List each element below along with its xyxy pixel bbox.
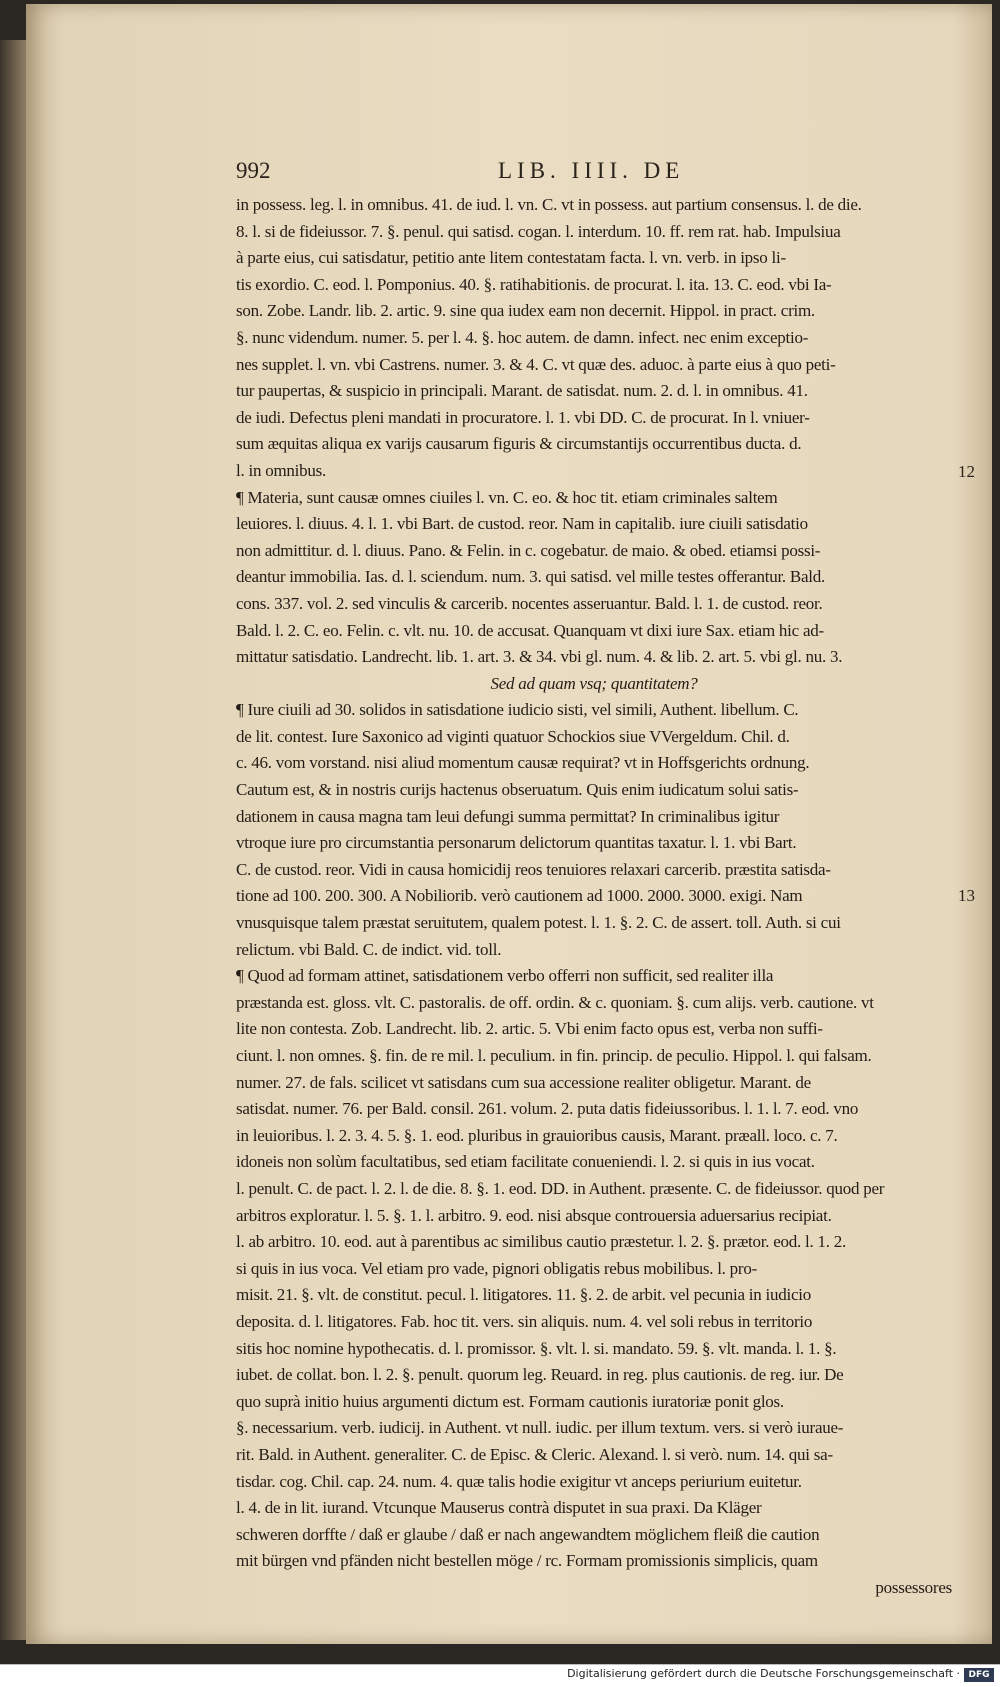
text-line: deantur immobilia. Ias. d. l. sciendum. num. 3. qui satisd. vel mille testes offerantur. Bald. [236, 567, 826, 587]
text-line: satisdat. numer. 76. per Bald. consil. 261. volum. 2. puta datis fideiussoribus. l. 1. l. 7. eod. vno [236, 1099, 859, 1119]
page-number: 992 [236, 158, 271, 183]
text-line: rit. Bald. in Authent. generaliter. C. de Episc. & Cleric. Alexand. l. si verò. num. 14. qui sa- [236, 1444, 833, 1464]
text-line: l. in omnibus. [236, 460, 327, 480]
text-line: son. Zobe. Landr. lib. 2. artic. 9. sine qua iudex eam non decernit. Hippol. in pract. crim. [236, 301, 815, 321]
text-line: l. penult. C. de pact. l. 2. l. de die. 8. §. 1. eod. DD. in Authent. præsente. C. de fideiussor. quod per [236, 1178, 885, 1198]
footer-credit: Digitalisierung gefördert durch die Deutsche Forschungsgemeinschaft · [567, 1667, 960, 1680]
text-line: mittatur satisdatio. Landrecht. lib. 1. art. 3. & 34. vbi gl. num. 4. & lib. 2. art. 5. vbi gl. nu. 3. [236, 647, 843, 667]
text-line: ¶ Iure ciuili ad 30. solidos in satisdatione iudicio sisti, vel simili, Authent. libellum. C. [236, 700, 799, 720]
text-line: C. de custod. reor. Vidi in causa homicidij reos tenuiores relaxari carcerib. præstita satisda- [236, 859, 831, 879]
text-line: vtroque iure pro circumstantia personarum delictorum quantitas taxatur. l. 1. vbi Bart. [236, 833, 797, 853]
margin-number-13: 13 [958, 886, 975, 905]
text-line: ¶ Materia, sunt causæ omnes ciuiles l. vn. C. eo. & hoc tit. etiam criminales saltem [236, 487, 778, 507]
dfg-logo-icon: DFG [964, 1668, 994, 1682]
page-header [236, 158, 936, 192]
text-line: sum æquitas aliqua ex varijs causarum figuris & circumstantijs occurrentibus ducta. d. [236, 434, 802, 454]
text-line: c. 46. vom vorstand. nisi aliud momentum causæ requirat? vt in Hoffsgerichts ordnung. [236, 753, 810, 773]
text-line: tur paupertas, & suspicio in principali. Marant. de satisdat. num. 2. d. l. in omnibus. 41. [236, 381, 808, 401]
text-line: l. 4. de in lit. iurand. Vtcunque Mauserus contrà disputet in sua praxi. Da Kläger [236, 1498, 762, 1518]
text-line: relictum. vbi Bald. C. de indict. vid. toll. [236, 939, 502, 959]
text-line: 8. l. si de fideiussor. 7. §. penul. qui satisd. cogan. l. interdum. 10. ff. rem rat. hab. Impulsiua [236, 221, 841, 241]
text-line: ¶ Quod ad formam attinet, satisdationem verbo offerri non sufficit, sed realiter illa [236, 966, 774, 986]
text-line: in possess. leg. l. in omnibus. 41. de iud. l. vn. C. vt in possess. aut partium consensus. l. de die. [236, 195, 862, 214]
text-line: Sed ad quam vsq; quantitatem? [490, 673, 698, 693]
text-line: tisdar. cog. Chil. cap. 24. num. 4. quæ talis hodie exigitur vt anceps periurium euitetur. [236, 1471, 802, 1491]
text-line: vnusquisque talem præstat seruitutem, qualem potest. l. 1. §. 2. C. de assert. toll. Auth. si cui [236, 913, 841, 933]
text-line: Bald. l. 2. C. eo. Felin. c. vlt. nu. 10. de accusat. Quanquam vt dixi iure Sax. etiam hic ad- [236, 620, 824, 640]
running-title: LIB. IIII. DE [498, 158, 685, 183]
text-line: quo suprà initio huius argumenti dictum est. Formam cautionis iuratoriæ ponit glos. [236, 1391, 784, 1411]
text-line: de iudi. Defectus pleni mandati in procuratore. l. 1. vbi DD. C. de procurat. In l. vniuer- [236, 407, 810, 427]
text-line: dationem in causa magna tam leui defungi summa permittat? In criminalibus igitur [236, 806, 780, 826]
text-line: si quis in ius voca. Vel etiam pro vade, pignori obligatis rebus mobilibus. l. pro- [236, 1258, 757, 1278]
text-line: §. nunc videndum. numer. 5. per l. 4. §. hoc autem. de damn. infect. nec enim exceptio- [236, 327, 809, 347]
text-line: numer. 27. de fals. scilicet vt satisdans cum sua accessione realiter obligetur. Marant. de [236, 1072, 811, 1092]
text-line: tis exordio. C. eod. l. Pomponius. 40. §. ratihabitionis. de procurat. l. ita. 13. C. eod. vbi Ia- [236, 274, 832, 294]
text-line: idoneis non solùm facultatibus, sed etiam facilitate conueniendi. l. 2. si quis in ius vocat. [236, 1152, 815, 1172]
text-line: Cautum est, & in nostris curijs hactenus obseruatum. Quis enim iudicatum solui satis- [236, 780, 799, 800]
text-line: tione ad 100. 200. 300. A Nobiliorib. verò cautionem ad 1000. 2000. 3000. exigi. Nam [236, 886, 803, 906]
text-line: cons. 337. vol. 2. sed vinculis & carcerib. nocentes asseruantur. Bald. l. 1. de custod. reor. [236, 593, 823, 613]
text-line: misit. 21. §. vlt. de constitut. pecul. l. litigatores. 11. §. 2. de arbit. vel pecunia in iudicio [236, 1285, 811, 1305]
text-line: arbitros exploratur. l. 5. §. 1. l. arbitro. 9. eod. nisi absque controuersia aduersarius recipiat. [236, 1205, 832, 1225]
text-line: præstanda est. gloss. vlt. C. pastoralis. de off. ordin. & c. quoniam. §. cum alijs. verb. cautione. vt [236, 992, 874, 1012]
text-line: l. ab arbitro. 10. eod. aut à parentibus ac similibus cautio præstetur. l. 2. §. prætor. eod. l. 1. 2. [236, 1232, 846, 1252]
footer-bar [0, 1664, 1000, 1687]
text-line: sitis hoc nomine hypothecatis. d. l. promissor. §. vlt. l. si. mandato. 59. §. vlt. manda. l. 1. §. [236, 1338, 837, 1358]
margin-number-12: 12 [958, 462, 975, 481]
text-line: à parte eius, cui satisdatur, petitio ante litem contestatam facta. l. vn. verb. in ipso li- [236, 248, 786, 268]
text-line: de lit. contest. Iure Saxonico ad viginti quatuor Schockios siue VVergeldum. Chil. d. [236, 726, 790, 746]
text-line: §. necessarium. verb. iudicij. in Authent. vt null. iudic. per illum textum. vers. si verò iuraue- [236, 1418, 844, 1438]
text-line: schweren dorffte / daß er glaube / daß er nach angewandtem möglichem fleiß die caution [236, 1524, 820, 1544]
text-line: lite non contesta. Zob. Landrecht. lib. 2. artic. 5. Vbi enim facto opus est, verba non suffi- [236, 1019, 823, 1039]
text-line: leuiores. l. diuus. 4. l. 1. vbi Bart. de custod. reor. Nam in capitalib. iure ciuili satisdatio [236, 514, 808, 534]
text-line: iubet. de collat. bon. l. 2. §. penult. quorum leg. Reuard. in reg. plus cautionis. de reg. iur. De [236, 1365, 844, 1385]
body-text [236, 192, 952, 1601]
text-line: in leuioribus. l. 2. 3. 4. 5. §. 1. eod. pluribus in grauioribus causis, Marant. præall. loco. c. 7. [236, 1125, 838, 1145]
text-line: nes supplet. l. vn. vbi Castrens. numer. 3. & 4. C. vt quæ des. aduoc. à parte eius à quo peti- [236, 354, 836, 374]
text-line: ciunt. l. non omnes. §. fin. de re mil. l. peculium. in fin. princip. de peculio. Hippol. l. qui falsam. [236, 1046, 872, 1065]
text-line: non admittitur. d. l. diuus. Pano. & Felin. in c. cogebatur. de maio. & obed. etiamsi possi- [236, 540, 821, 560]
text-line: deposita. d. l. litigatores. Fab. hoc tit. vers. sin aliquis. num. 4. vel soli rebus in territorio [236, 1311, 813, 1331]
text-line: possessores [875, 1577, 952, 1597]
text-line: mit bürgen vnd pfänden nicht bestellen möge / rc. Formam promissionis simplicis, quam [236, 1551, 818, 1571]
